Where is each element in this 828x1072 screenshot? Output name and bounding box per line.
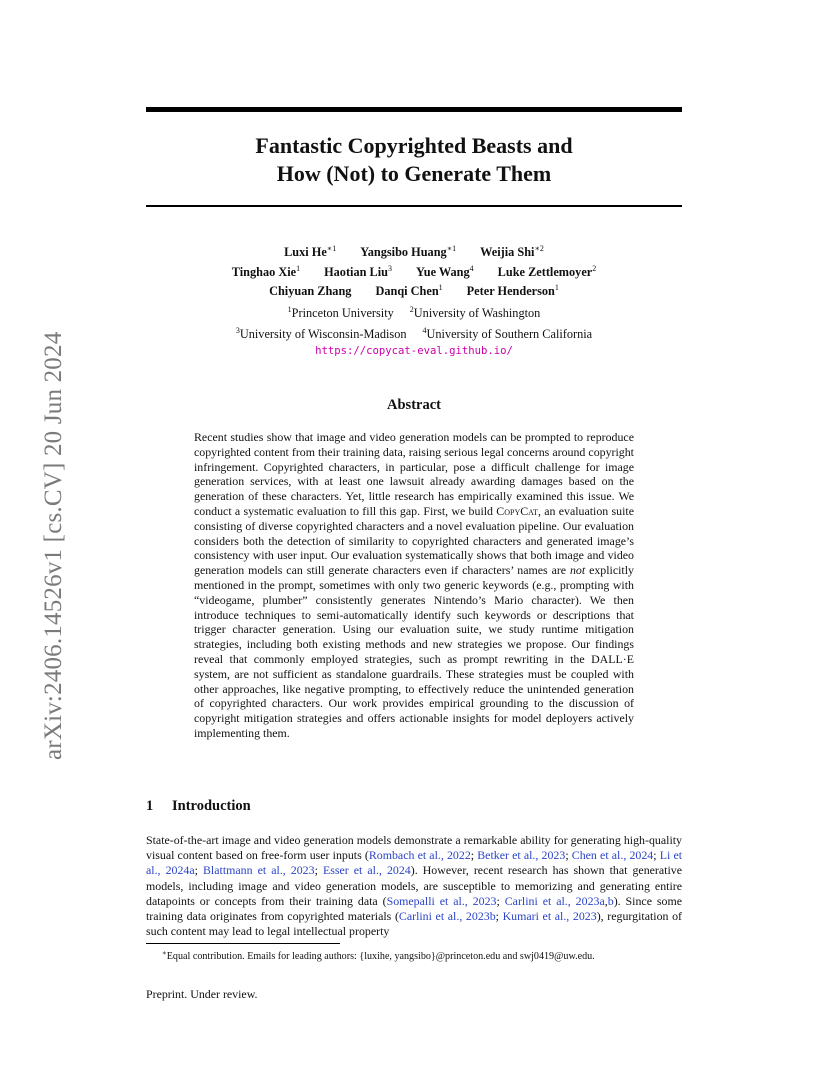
affiliation-row (146, 301, 682, 322)
citation-link[interactable]: Kumari et al., 2023 (502, 909, 597, 924)
citation-link[interactable]: Rombach et al., 2022 (368, 848, 471, 863)
author-row (146, 261, 682, 281)
affiliation-mark: 2 (409, 305, 414, 314)
text-run: State-of-the-art image and video generation models demonstrate a remarkable ability for generating high-quality visual content based on free-form user inputs ( (146, 833, 682, 863)
author-name: Luxi $He^{∗1}$ (284, 244, 337, 259)
author-affiliation-mark: 3 (388, 263, 392, 273)
text-run: ; (653, 848, 660, 863)
affiliation-name: University of Washington (413, 306, 541, 320)
text-run: ; (194, 863, 203, 878)
affiliation-list (146, 301, 682, 343)
text-run: explicitly mentioned in the prompt, sometimes with only two generic keywords (e.g., prompting with “videogame, plumber” consistently generates Nintendo’s Mario character). We then introduce techniques to semi-automatically identify such keywords or descriptions that trigger character generation. Using our evaluation suite, we study runtime mitigation strategies, including both existing methods and new strategies we propose. Our findings reveal that commonly employed strategies, such as prompt rewriting in the DALL·E system, are not sufficient as standalone guardrails. These strategies must be coupled with other approaches, like negative prompting, to effectively reduce the unintended generation of copyrighted characters. Our work provides empirical grounding to the discussion of copyright mitigation strategies and offers actionable insights for model deployers actively implementing them. (194, 563, 634, 740)
affiliation-name: University of Wisconsin-Madison (239, 327, 407, 341)
affiliation-mark: 1 (287, 305, 292, 314)
citation-link[interactable]: Chen et al., 2024 (571, 848, 654, 863)
author-name: Tinghao Xie$^1$ (231, 263, 301, 279)
author-name: Peter Henderson$^1$ (466, 283, 559, 298)
text-run: ). However, recent research has shown that generative models, including image and video generation models, are susceptible to memorizing and generating entire datapoints or concepts from their training data ( (146, 863, 682, 908)
citation-link[interactable]: Blattmann et al., 2023 (203, 863, 315, 878)
text-run: ), regurgitation of such content may lead to legal intellectual property (146, 909, 682, 939)
affiliation-mark: 3 (235, 326, 240, 335)
title-line-1: Fantastic Copyrighted Beasts and (255, 133, 573, 158)
citation-link[interactable]: b (607, 893, 614, 908)
author-affiliation-mark: ∗1 (446, 244, 457, 253)
text-run: ; (314, 863, 323, 878)
citation-link[interactable]: Carlini et al., 2023a (504, 893, 605, 908)
author-name: Chiyuan Zhang (269, 284, 352, 298)
affiliation (410, 301, 541, 322)
footnote (162, 947, 682, 963)
author-name: Yangsibo Huang$^{∗1}$ (360, 244, 457, 259)
title-top-rule (146, 107, 682, 112)
emphasis: not (569, 563, 586, 578)
preprint-note: Preprint. Under review. (146, 987, 258, 1001)
author-name: Haotian Liu$^3$ (324, 263, 392, 279)
introduction-text (146, 833, 682, 939)
project-link[interactable]: https://copycat-eval.github.io/ (315, 345, 513, 357)
author-name: Danqi Chen$^1$ (375, 283, 443, 298)
affiliation-mark: 4 (422, 326, 427, 335)
author-name: Weijia Shi$^{∗2}$ (480, 244, 544, 259)
citation-link[interactable]: Esser et al., 2024 (322, 863, 411, 878)
paper-title (146, 132, 682, 188)
title-line-2: How (Not) to Generate Them (276, 161, 552, 186)
footnote-mark: ∗ (162, 949, 167, 957)
author-affiliation-mark: 1 (296, 263, 301, 273)
author-affiliation-mark: 1 (554, 283, 559, 292)
text-run: ). Since some training data originates from copyrighted materials ( (146, 893, 683, 924)
abstract-heading: Abstract (387, 397, 441, 413)
section-heading (146, 798, 251, 815)
section-title: Introduction (172, 798, 251, 814)
text-run: , an evaluation suite consisting of diverse copyrighted characters and a novel evaluation pipeline. Our evaluation considers both the detection of similarity to copyrighted characters and generated image’s consistency with user input. Our evaluation systematically shows that both image and video generation models can still generate characters even if characters’ names are (194, 503, 634, 578)
system-name: CopyCat (496, 503, 538, 518)
text-run: ; (495, 909, 503, 924)
text-run: ; (496, 893, 505, 908)
author-row (146, 241, 682, 261)
affiliation (423, 322, 593, 343)
title-bottom-rule (146, 205, 682, 207)
text-run: ; (470, 848, 478, 863)
author-affiliation-mark: 4 (469, 263, 474, 273)
citation-link[interactable]: Carlini et al., 2023b (398, 909, 496, 924)
arxiv-identifier: arXiv:2406.14526v1 [cs.CV] 20 Jun 2024 (40, 331, 67, 760)
citation-link[interactable]: Betker et al., 2023 (477, 848, 566, 863)
author-name: Yue Wang$^4$ (416, 263, 474, 279)
section-number: 1 (146, 798, 154, 814)
text-run: , (604, 893, 608, 908)
affiliation-name: University of Southern California (426, 327, 593, 341)
affiliation (236, 322, 407, 343)
author-row (146, 280, 682, 300)
abstract-text (194, 430, 634, 741)
footnote-rule (146, 943, 340, 944)
author-list (146, 241, 682, 300)
citation-link[interactable]: Li et al., 2024a (146, 848, 683, 878)
affiliation-name: Princeton University (291, 306, 394, 320)
affiliation (288, 301, 394, 322)
author-affiliation-mark: 2 (592, 263, 597, 273)
text-run: Recent studies show that image and video generation models can be prompted to reproduce copyrighted content from their training data, raising serious legal concerns around copyright infringement. Copyrighted characters, in particular, pose a difficult challenge for image generation services, with at least one lawsuit already awarding damages based on the generation of these characters. Yet, little research has empirically examined this issue. We conduct a systematic evaluation to fill this gap. First, we build (194, 430, 634, 518)
author-name: Luke Zettlemoyer$^2$ (497, 263, 597, 279)
author-affiliation-mark: ∗2 (534, 244, 544, 253)
affiliation-row (146, 322, 682, 343)
footnote-text: Equal contribution. Emails for leading authors: {luxihe, yangsibo}@princeton.edu and swj0419@uw.edu. (166, 951, 595, 962)
author-affiliation-mark: ∗1 (326, 244, 337, 253)
text-run: ; (565, 848, 572, 863)
citation-link[interactable]: Somepalli et al., 2023 (386, 893, 497, 908)
author-affiliation-mark: 1 (438, 283, 443, 292)
